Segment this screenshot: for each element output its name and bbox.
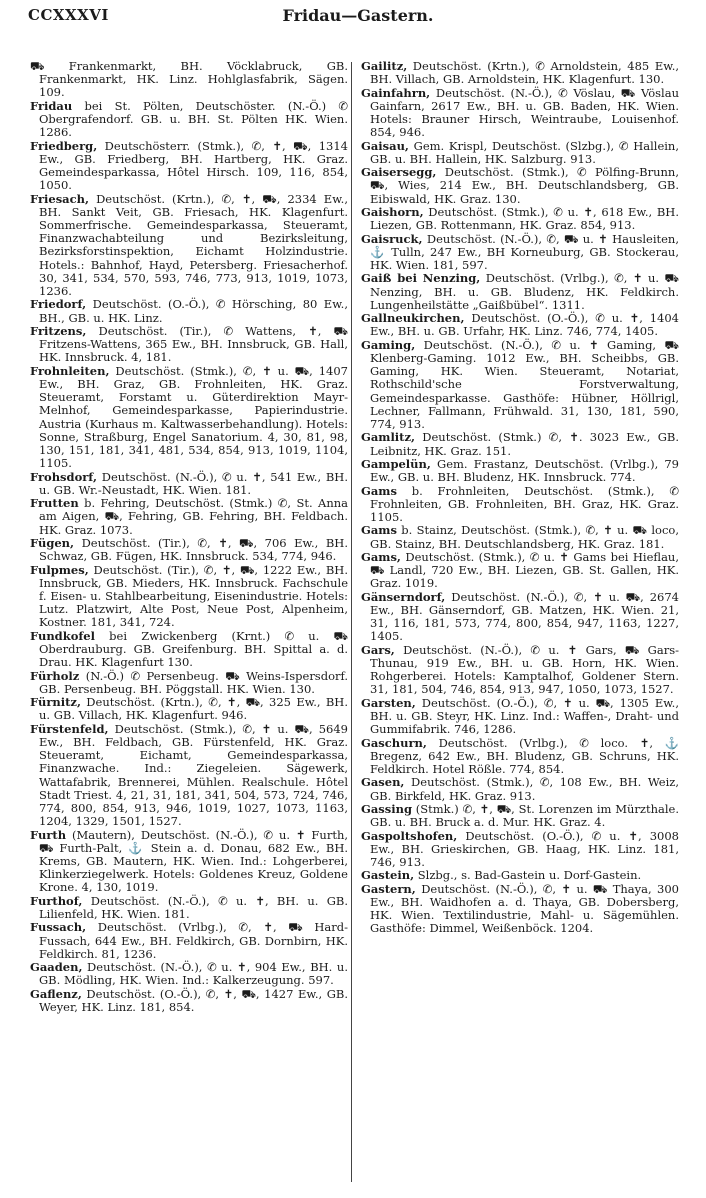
directory-entry: [30, 140, 348, 193]
entry-text: Gem. Frastanz, Deutschöst. (Vrlbg.), 79 Ew., GB. u. BH. Bludenz, HK. Innsbruck. 774.: [370, 456, 679, 485]
directory-entry: [361, 524, 679, 550]
entry-text: (Mautern), Deutschöst. (N.-Ö.), ✆ u. ✝ Furth, ⛟ Furth-Palt, ⚓ Stein a. d. Donau, 682 Ew., BH. Krems, GB. Mautern, HK. Wien. Ind.: Lohgerberei, Klinkerziegelwerk. Hotels: Goldenes Kreuz, Goldene Krone. 4, 130, 1019.: [39, 827, 348, 895]
entry-headword: Gastern,: [361, 881, 416, 896]
entry-text: Deutschöst. (Tir.), ✆, ✝, ⛟, 706 Ew., BH. Schwaz, GB. Fügen, HK. Innsbruck. 534, 774, 946.: [39, 536, 348, 564]
entry-text: ⛟ Frankenmarkt, BH. Vöcklabruck, GB. Frankenmarkt, HK. Linz. Hohlglasfabrik, Sägen. 109.: [30, 59, 348, 100]
directory-entry: [30, 829, 348, 895]
directory-entry: [361, 312, 679, 338]
entry-headword: Gaisruck,: [361, 231, 423, 246]
entry-headword: Gams: [361, 523, 397, 538]
entry-text: Deutschöst. (Tir.), ✆, ✝, ⛟, 1222 Ew., BH. Innsbruck, GB. Mieders, HK. Innsbruck. Fachschule f. Eisen- u. Stahlbearbeitung, Eisenindustrie. Hotels: Lutz. Platzwirt, Alte Post, Neue Post, Alpenheim, Kostner. 181, 341, 724.: [39, 562, 348, 630]
entry-headword: Fügen,: [30, 536, 75, 550]
directory-entry: [30, 497, 348, 537]
entry-headword: Frohnleiten,: [30, 363, 110, 378]
entry-headword: Gailitz,: [361, 59, 408, 73]
entry-text: Deutschöst. (Tir.), ✆ Wattens, ✝, ⛟ Fritzens-Wattens, 365 Ew., BH. Innsbruck, GB. Hall, HK. Innsbruck. 4, 181.: [39, 324, 348, 365]
directory-entry: [361, 591, 679, 644]
entry-text: Gem. Krispl, Deutschöst. (Slzbg.), ✆ Hallein, GB. u. BH. Hallein, HK. Salzburg. 913.: [370, 138, 679, 166]
directory-entry: [361, 697, 679, 737]
directory-entry: [30, 193, 348, 299]
directory-entry: [361, 140, 679, 166]
directory-entry: [361, 551, 679, 591]
directory-entry: [361, 431, 679, 457]
entry-text: Deutschöst. (N.-Ö.), ✆ u. ✝ Gaming, ⛟ Klenberg-Gaming. 1012 Ew., BH. Scheibbs, GB. Gaming, HK. Wien. Steueramt, Notariat, Rothschild'sche Forstverwaltung, Gemeindesparkasse. Gasthöfe: Hübner, Höllrigl, Lechner, Fallmann, Frühwald. 31, 130, 181, 590, 774, 913.: [370, 337, 679, 431]
directory-entry: [361, 87, 679, 140]
directory-entry: [361, 803, 679, 829]
directory-entry: [361, 272, 679, 312]
entry-headword: Fürstenfeld,: [30, 721, 109, 736]
entry-text: Deutschöst. (Krtn.), ✆, ✝, ⛟, 325 Ew., BH. u. GB. Villach, HK. Klagenfurt. 946.: [39, 695, 348, 723]
entry-text: Deutschöst. (Krtn.), ✆, ✝, ⛟, 2334 Ew., BH. Sankt Veit, GB. Friesach, HK. Klagenfurt. Sommerfrische. Gemeindesparkassa, Steueramt, Finanzwachabteilung und Bezirksleitung, Bezirksforstinspektion, Eichamt Holzindustrie. Hotels.: Bahnhof, Hayd, Petersberg. Friesacherhof. 30, 341, 534, 570, 593, 746, 773, 913, 1019, 1073, 1236.: [39, 191, 348, 299]
directory-entry: [30, 471, 348, 497]
entry-text: Deutschöst. (Stmk.), ✆, 108 Ew., BH. Weiz, GB. Birkfeld, HK. Graz. 913.: [370, 775, 679, 803]
directory-entry: [30, 630, 348, 670]
entry-headword: Fritzens,: [30, 324, 87, 338]
entry-headword: Frohsdorf,: [30, 469, 97, 484]
directory-entry: [30, 696, 348, 722]
entry-headword: Furth: [30, 827, 67, 842]
entry-text: Slzbg., s. Bad-Gastein u. Dorf-Gastein.: [414, 868, 642, 883]
entry-text: Deutschöst. (Stmk.), ✆ u. ✝, 618 Ew., BH. Liezen, GB. Rottenmann, HK. Graz. 854, 913.: [370, 204, 679, 233]
directory-entry: [30, 325, 348, 365]
entry-text: Deutschöst. (N.-Ö.), ✆, ✝ u. ⛟ Thaya, 300 Ew., BH. Waidhofen a. d. Thaya, GB. Dobersberg, HK. Wien. Textilindustrie, Mahl- u. Sägemühlen. Gasthöfe: Dimmel, Weißenböck. 1204.: [370, 881, 679, 936]
directory-entry: [361, 644, 679, 697]
directory-entry: [30, 670, 348, 696]
entry-text: (Stmk.) ✆, ✝, ⛟, St. Lorenzen im Mürzthale. GB. u. BH. Bruck a. d. Mur. HK. Graz. 4.: [370, 801, 679, 830]
directory-entry: [361, 776, 679, 802]
directory-entry: [361, 830, 679, 870]
entry-headword: Gaflenz,: [30, 986, 82, 1001]
entry-headword: Gaisau,: [361, 138, 409, 153]
entry-text: Deutschöst. (O.-Ö.), ✆ u. ✝, 1404 Ew., BH. u. GB. Urfahr, HK. Linz. 746, 774, 1405.: [370, 311, 679, 339]
entry-text: Deutschöst. (N.-Ö.), ✆, ✝ u. ⛟, 2674 Ew., BH. Gänserndorf, GB. Matzen, HK. Wien. 21, 31, 116, 181, 573, 774, 800, 854, 947, 1163, 1227, 1405.: [370, 589, 679, 644]
entry-headword: Friesach,: [30, 191, 89, 206]
entry-text: bei Zwickenberg (Krnt.) ✆ u. ⛟ Oberdrauburg. GB. Greifenburg. BH. Spittal a. d. Drau. HK. Klagenfurt 130.: [39, 628, 348, 670]
entry-headword: Gaishorn,: [361, 204, 424, 219]
directory-entry: [30, 298, 348, 324]
directory-entry: [361, 458, 679, 484]
directory-entry: [30, 365, 348, 471]
entry-headword: Fussach,: [30, 920, 87, 935]
entry-headword: Friedorf,: [30, 297, 87, 312]
entry-text: Deutschöst. (Krtn.), ✆ Arnoldstein, 485 Ew., BH. Villach, GB. Arnoldstein, HK. Klagenfurt. 130.: [370, 59, 679, 87]
entry-text: Deutschöst. (Stmk.), ✆, ✝ u. ⛟, 5649 Ew., BH. Feldbach, GB. Fürstenfeld, HK. Graz. Steueramt, Eichamt, Gemeindesparkassa, Finanzwache. Ind.: Ziegeleien. Sägewerk, Wattafabrik, Brennerei, Mühlen. Realschule. Hôtel Stadt Triest. 4, 21, 31, 181, 341, 504, 573, 724, 746, 774, 800, 854, 913, 946, 1019, 1027, 1073, 1163, 1204, 1329, 1501, 1527.: [39, 721, 348, 829]
entry-headword: Frutten: [30, 496, 79, 511]
entry-text: Deutschöst. (N.-Ö.), ✆ u. ✝ Gars, ⛟ Gars-Thunau, 919 Ew., BH. u. GB. Horn, HK. Wien. Rohgerberei. Hotels: Kamptalhof, Goldener Stern. 31, 181, 504, 746, 854, 913, 947, 1050, 1073, 1527.: [370, 642, 679, 697]
entry-headword: Fürnitz,: [30, 695, 81, 710]
directory-entry: [30, 564, 348, 630]
directory-entry: [361, 485, 679, 525]
entry-headword: Gänserndorf,: [361, 589, 446, 604]
entry-headword: Gams: [361, 483, 397, 498]
entry-text: Deutschöst. (N.-Ö.), ✆ u. ✝, 541 Ew., BH. u. GB. Wr.-Neustadt, HK. Wien. 181.: [39, 469, 348, 497]
entry-headword: Friedberg,: [30, 138, 98, 153]
entry-headword: Gassing: [361, 801, 412, 816]
right-column: [361, 60, 679, 936]
entry-headword: Gaiß bei Nenzing,: [361, 271, 481, 286]
directory-entry: [361, 166, 679, 206]
entry-headword: Gainfahrn,: [361, 85, 431, 100]
directory-entry: [361, 206, 679, 232]
entry-headword: Gaschurn,: [361, 735, 427, 750]
entry-headword: Gars,: [361, 642, 395, 657]
entry-text: Deutschöst. (N.-Ö.), ✆ Vöslau, ⛟ Vöslau Gainfarn, 2617 Ew., BH. u. GB. Baden, HK. Wien. Hotels: Brauner Hirsch, Weintraube, Louisenhof. 854, 946.: [370, 85, 679, 140]
entry-text: Deutschöst. (Stmk.), ✆ u. ✝ Gams bei Hieflau, ⛟ Landl, 720 Ew., BH. Liezen, GB. St. Gallen, HK. Graz. 1019.: [370, 549, 679, 591]
entry-headword: Garsten,: [361, 695, 416, 710]
entry-headword: Gampelün,: [361, 456, 431, 471]
directory-entry: [361, 339, 679, 431]
entry-text: b. Frohnleiten, Deutschöst. (Stmk.), ✆ Frohnleiten, GB. Frohnleiten, BH. Graz, HK. Graz. 1105.: [370, 483, 679, 524]
directory-entry: [30, 988, 348, 1014]
entry-text: Deutschöst. (O.-Ö.), ✆ u. ✝, 3008 Ew., BH. Grieskirchen, GB. Haag, HK. Linz. 181, 746, 913.: [370, 828, 679, 869]
entry-headword: Gaisersegg,: [361, 165, 437, 180]
directory-entry: [30, 537, 348, 563]
entry-headword: Gaming,: [361, 337, 416, 352]
directory-entry: [361, 883, 679, 936]
entry-headword: Gasen,: [361, 775, 405, 790]
entry-text: Deutschöst. (N.-Ö.), ✆ u. ✝, BH. u. GB. Lilienfeld, HK. Wien. 181.: [39, 893, 348, 921]
directory-entry: [30, 723, 348, 829]
directory-entry: [361, 233, 679, 273]
entry-text: Deutschöst. (Stmk.), ✆, ✝ u. ⛟, 1407 Ew., BH. Graz, GB. Frohnleiten, HK. Graz. Steueramt, Forstamt u. Güterdirektion Mayr-Melnhof, Gemeindesparkasse, Papierindustrie. Austria (Kurhaus m. Kaltwasserbehandlung). Hotels: Sonne, Straßburg, Engel Sanatorium. 4, 30, 81, 98, 130, 151, 181, 341, 481, 534, 854, 913, 1019, 1104, 1105.: [39, 363, 348, 471]
entry-text: b. Stainz, Deutschöst. (Stmk.), ✆, ✝ u. ⛟ loco, GB. Stainz, BH. Deutschlandsberg, HK. Graz. 181.: [370, 523, 679, 551]
page-title: Fridau—Gastern.: [282, 6, 434, 25]
entry-text: Deutschöst. (O.-Ö.), ✆, ✝, ⛟, 1427 Ew., GB. Weyer, HK. Linz. 181, 854.: [39, 986, 348, 1014]
entry-text: bei St. Pölten, Deutschöster. (N.-Ö.) ✆ Obergrafendorf. GB. u. BH. St. Pölten HK. Wien. 1286.: [39, 98, 348, 140]
entry-text: b. Fehring, Deutschöst. (Stmk.) ✆, St. Anna am Aigen, ⛟, Fehring, GB. Fehring, BH. Feldbach. HK. Graz. 1073.: [39, 496, 348, 537]
entry-headword: Gastein,: [361, 868, 415, 883]
entry-headword: Gamlitz,: [361, 430, 416, 445]
entry-text: Deutschöst. (Stmk.) ✆, ✝. 3023 Ew., GB. Leibnitz, HK. Graz. 151.: [370, 430, 679, 458]
entry-text: Deutschöst. (N.-Ö.), ✆, ⛟ u. ✝ Hausleiten, ⚓ Tulln, 247 Ew., BH Korneuburg, GB. Stockerau, HK. Wien. 181, 597.: [370, 231, 679, 272]
entry-text: Deutschöst. (Stmk.), ✆ Pölfing-Brunn, ⛟, Wies, 214 Ew., BH. Deutschlandsberg, GB. Eibiswald, HK. Graz. 130.: [370, 165, 679, 206]
directory-entry: [30, 921, 348, 961]
directory-entry: [30, 961, 348, 987]
entry-headword: Gaspoltshofen,: [361, 828, 458, 843]
entry-text: Deutschöst. (Vrlbg.), ✆, ✝ u. ⛟ Nenzing, BH. u. GB. Bludenz, HK. Feldkirch. Lungenheilstätte „Gaißbübel“. 1311.: [370, 271, 680, 312]
directory-entry: [361, 869, 679, 882]
entry-text: Deutschöst. (N.-Ö.), ✆ u. ✝, 904 Ew., BH. u. GB. Mödling, HK. Wien. Ind.: Kalkerzeugung. 597.: [39, 960, 348, 988]
directory-entry: [30, 100, 348, 140]
entry-headword: Gallneukirchen,: [361, 311, 465, 326]
entry-headword: Fulpmes,: [30, 562, 89, 577]
column-divider: [351, 62, 352, 1182]
directory-entry: [30, 60, 348, 100]
entry-headword: Furthof,: [30, 893, 83, 908]
entry-headword: Gams,: [361, 549, 401, 564]
entry-headword: Fundkofel: [30, 628, 95, 643]
entry-text: Deutschöst. (O.-Ö.), ✆, ✝ u. ⛟, 1305 Ew., BH. u. GB. Steyr, HK. Linz. Ind.: Waffen-, Draht- und Gummifabrik. 746, 1286.: [370, 695, 679, 737]
entry-headword: Gaaden,: [30, 960, 83, 975]
left-column: [30, 60, 348, 1014]
directory-entry: [361, 60, 679, 86]
entry-headword: Fridau: [30, 98, 73, 113]
entry-text: Deutschöst. (Vrlbg.), ✆ loco. ✝, ⚓ Bregenz, 642 Ew., BH. Bludenz, GB. Schruns, HK. Feldkirch. Hotel Rößle. 774, 854.: [370, 735, 679, 776]
directory-entry: [30, 895, 348, 921]
page-number: CCXXXVI: [28, 6, 109, 24]
directory-entry: [361, 737, 679, 777]
entry-text: Deutschöst. (O.-Ö.), ✆ Hörsching, 80 Ew., BH., GB. u. HK. Linz.: [39, 297, 348, 325]
entry-text: Deutschösterr. (Stmk.), ✆, ✝, ⛟, 1314 Ew., GB. Friedberg, BH. Hartberg, HK. Graz. Gemeindesparkassa, Hôtel Hirsch. 109, 116, 854, 1050.: [39, 138, 348, 193]
entry-headword: Fürholz: [30, 668, 80, 683]
entry-text: Deutschöst. (Vrlbg.), ✆, ✝, ⛟ Hard-Fussach, 644 Ew., BH. Feldkirch, GB. Dornbirn, HK. Feldkirch. 81, 1236.: [39, 920, 348, 961]
entry-text: (N.-Ö.) ✆ Persenbeug. ⛟ Weins-Ispersdorf. GB. Persenbeug. BH. Pöggstall. HK. Wien. 130.: [39, 668, 348, 696]
page-header: [28, 6, 688, 40]
